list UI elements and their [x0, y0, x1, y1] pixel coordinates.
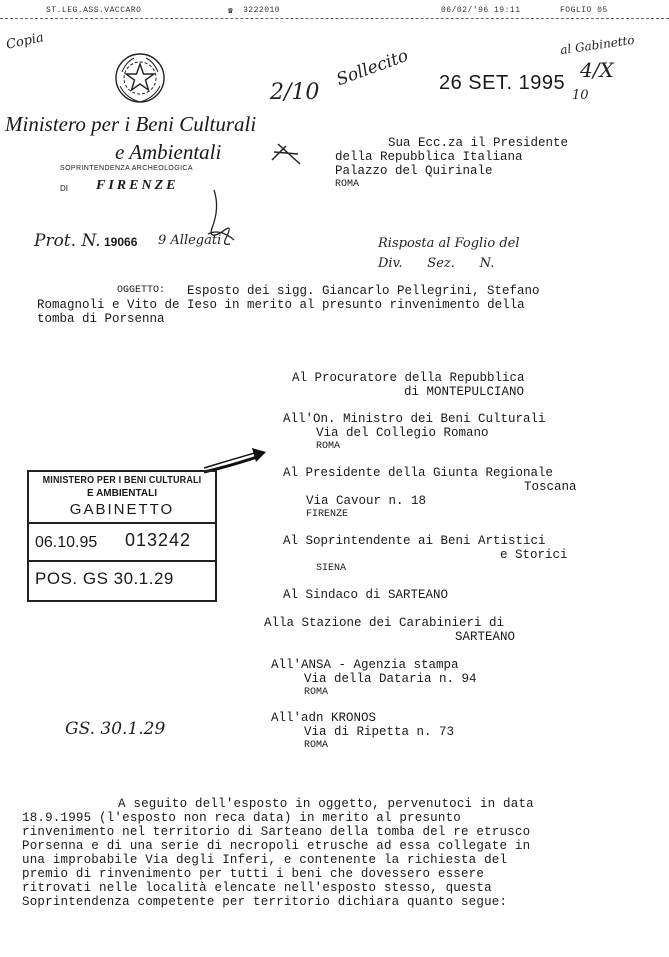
stamp-line-1: MINISTERO PER I BENI CULTURALI	[42, 475, 202, 486]
body-line-3: rinvenimento nel territorio di Sarteano della tomba del re etrusco	[22, 825, 531, 839]
recipient-8-line-2: Via di Ripetta n. 73	[304, 725, 455, 739]
body-line-7: ritrovati nelle località elencate nell'esposto stesso, questa	[22, 881, 492, 895]
protocol-number: 19066	[104, 235, 138, 249]
body-line-1: A seguito dell'esposto in oggetto, pervenutoci in data	[118, 797, 534, 811]
stamp-divider-1	[29, 522, 215, 524]
stamp-position: POS. GS 30.1.29	[35, 569, 174, 588]
check-mark-icon	[268, 138, 308, 173]
handwritten-mark-1: 2/10	[270, 80, 320, 105]
stamp-line-2: E AMBIENTALI	[87, 488, 157, 499]
recipient-8-line-1: All'adn KRONOS	[271, 711, 377, 725]
body-line-6: premio di rinvenimento per tutti i beni che dovessero essere	[22, 867, 485, 881]
stamp-divider-2	[29, 560, 215, 562]
recipient-4-line-1: Al Soprintendente ai Beni Artistici	[283, 534, 546, 548]
handwritten-bottom: GS. 30.1.29	[65, 719, 166, 739]
fax-phone-icon: ☎	[228, 7, 234, 16]
handwritten-mark-2: Sollecito	[333, 45, 412, 91]
body-line-5: una improbabile Via degli Inferi, e contenente la richiesta del	[22, 853, 508, 867]
recipient-4-line-2: e Storici	[500, 548, 568, 562]
stamp-line-3: GABINETTO	[69, 501, 175, 518]
received-date-stamp: 26 SET. 1995	[439, 72, 566, 94]
subject-line-1: Esposto dei sigg. Giancarlo Pellegrini, Stefano	[187, 284, 540, 298]
emblem-icon	[112, 50, 168, 111]
recipient-8-line-3: ROMA	[304, 740, 329, 751]
recipient-6-line-1: Alla Stazione dei Carabinieri di	[264, 616, 505, 630]
recipient-7-line-1: All'ANSA - Agenzia stampa	[271, 658, 459, 672]
handwritten-top-right: al Gabinetto	[559, 32, 636, 58]
fax-datetime: 06/02/'96 19:11	[441, 6, 521, 15]
letterhead-ministry: Ministero per i Beni Culturali	[5, 112, 257, 136]
protocol-label: Prot. N.	[34, 231, 101, 251]
handwritten-mark-4: 10	[572, 88, 589, 103]
reply-ref-line-1: Risposta al Foglio del	[378, 236, 520, 251]
fax-page: FOGLIO 05	[560, 6, 608, 15]
recipient-3-line-3: Via Cavour n. 18	[306, 494, 427, 508]
reply-ref-line-2: Div. Sez. N.	[378, 256, 495, 271]
subject-label: OGGETTO:	[117, 285, 166, 296]
letterhead-prefix: DI	[60, 184, 68, 193]
recipient-2-line-1: All'On. Ministro dei Beni Culturali	[283, 412, 546, 426]
handwritten-mark-3: 4/X	[580, 58, 614, 82]
stamp-date: 06.10.95	[35, 534, 98, 551]
recipient-2-line-3: ROMA	[316, 441, 341, 452]
letterhead-city: FIRENZE	[96, 178, 179, 193]
addressee-line-3: Palazzo del Quirinale	[335, 164, 493, 178]
recipient-5-line-1: Al Sindaco di SARTEANO	[283, 588, 449, 602]
gabinetto-stamp	[27, 470, 217, 602]
recipient-3-line-2: Toscana	[524, 480, 577, 494]
letterhead-office: SOPRINTENDENZA ARCHEOLOGICA	[60, 165, 193, 172]
fax-phone: 3222010	[243, 6, 281, 15]
recipient-3-line-4: FIRENZE	[306, 509, 349, 520]
recipient-7-line-3: ROMA	[304, 687, 329, 698]
addressee-line-4: ROMA	[335, 179, 360, 190]
body-line-2: 18.9.1995 (l'esposto non reca data) in merito al presunto	[22, 811, 461, 825]
fax-divider	[0, 18, 669, 19]
subject-line-2: Romagnoli e Vito de Ieso in merito al presunto rinvenimento della	[37, 298, 525, 312]
letterhead-ministry-2: e Ambientali	[115, 140, 222, 164]
stamp-number: 013242	[125, 530, 192, 550]
recipient-1-line-1: Al Procuratore della Repubblica	[292, 371, 525, 385]
recipient-7-line-2: Via della Dataria n. 94	[304, 672, 477, 686]
body-line-4: Porsenna e di una serie di necropoli etrusche ad essa collegate in	[22, 839, 531, 853]
addressee-line-1: Sua Ecc.za il Presidente	[388, 136, 569, 150]
addressee-line-2: della Repubblica Italiana	[335, 150, 523, 164]
recipient-1-line-2: di MONTEPULCIANO	[404, 385, 525, 399]
handwritten-top-left: Copia	[4, 30, 46, 53]
body-line-8: Soprintendenza competente per territorio dichiara quanto segue:	[22, 895, 508, 909]
recipient-6-line-2: SARTEANO	[455, 630, 516, 644]
protocol-annotation: 9 Allegati	[158, 233, 222, 248]
recipient-4-line-3: SIENA	[316, 563, 347, 574]
recipient-3-line-1: Al Presidente della Giunta Regionale	[283, 466, 554, 480]
fax-sender: ST.LEG.ASS.VACCARO	[46, 6, 142, 15]
recipient-2-line-2: Via del Collegio Romano	[316, 426, 489, 440]
subject-line-3: tomba di Porsenna	[37, 312, 165, 326]
